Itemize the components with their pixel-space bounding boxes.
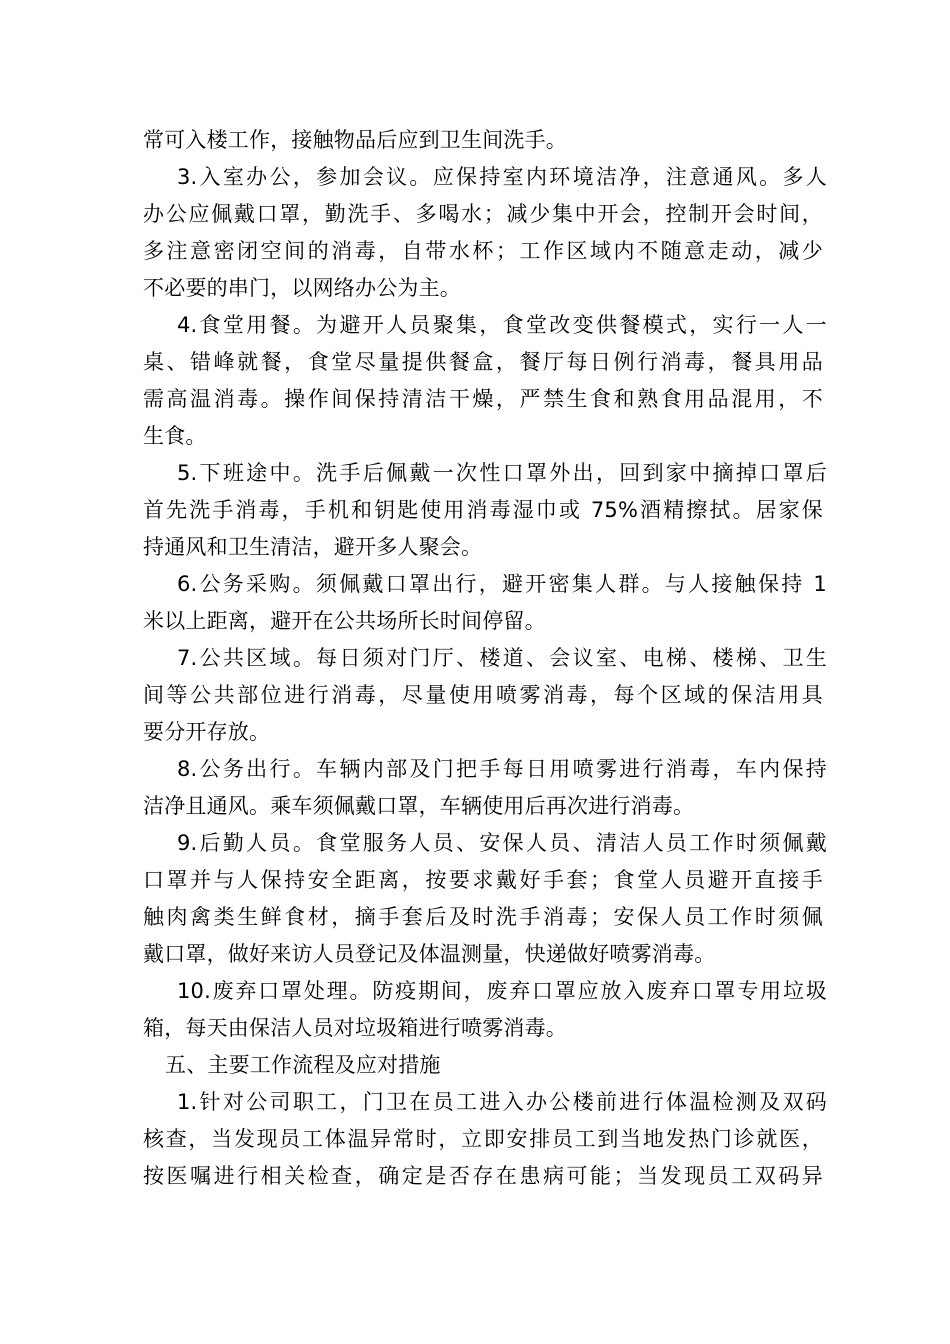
paragraph-line: 常可入楼工作，接触物品后应到卫生间洗手。: [143, 128, 567, 152]
paragraph-line: 戴口罩，做好来访人员登记及体温测量，快递做好喷雾消毒。: [143, 942, 716, 966]
paragraph-line: 多注意密闭空间的消毒，自带水杯；工作区域内不随意走动，减少: [143, 239, 823, 263]
paragraph-line: 办公应佩戴口罩，勤洗手、多喝水；减少集中开会，控制开会时间，: [143, 202, 823, 226]
section-heading: 五、主要工作流程及应对措施: [165, 1053, 441, 1077]
paragraph-line: 1.针对公司职工，门卫在员工进入办公楼前进行体温检测及双码: [177, 1090, 827, 1114]
paragraph-line: 4.食堂用餐。为避开人员聚集，食堂改变供餐模式，实行一人一: [177, 313, 827, 337]
paragraph-line: 首先洗手消毒，手机和钥匙使用消毒湿巾或 75%酒精擦拭。居家保: [143, 498, 823, 522]
paragraph-line: 米以上距离，避开在公共场所长时间停留。: [143, 609, 546, 633]
paragraph-line: 3.入室办公，参加会议。应保持室内环境洁净，注意通风。多人: [177, 165, 827, 189]
paragraph-line: 间等公共部位进行消毒，尽量使用喷雾消毒，每个区域的保洁用具: [143, 683, 823, 707]
paragraph-line: 持通风和卫生清洁，避开多人聚会。: [143, 535, 483, 559]
paragraph-line: 生食。: [143, 424, 207, 448]
paragraph-line: 10.废弃口罩处理。防疫期间，废弃口罩应放入废弃口罩专用垃圾: [177, 979, 827, 1003]
paragraph-line: 6.公务采购。须佩戴口罩出行，避开密集人群。与人接触保持 1: [177, 572, 827, 596]
paragraph-line: 洁净且通风。乘车须佩戴口罩，车辆使用后再次进行消毒。: [143, 794, 695, 818]
paragraph-line: 9.后勤人员。食堂服务人员、安保人员、清洁人员工作时须佩戴: [177, 831, 827, 855]
paragraph-line: 箱，每天由保洁人员对垃圾箱进行喷雾消毒。: [143, 1016, 567, 1040]
paragraph-line: 要分开存放。: [143, 720, 271, 744]
paragraph-line: 触肉禽类生鲜食材，摘手套后及时洗手消毒；安保人员工作时须佩: [143, 905, 823, 929]
paragraph-line: 8.公务出行。车辆内部及门把手每日用喷雾进行消毒，车内保持: [177, 757, 827, 781]
paragraph-line: 桌、错峰就餐，食堂尽量提供餐盒，餐厅每日例行消毒，餐具用品: [143, 350, 823, 374]
paragraph-line: 按医嘱进行相关检查，确定是否存在患病可能；当发现员工双码异: [143, 1164, 823, 1188]
paragraph-line: 需高温消毒。操作间保持清洁干燥，严禁生食和熟食用品混用，不: [143, 387, 823, 411]
paragraph-line: 7.公共区域。每日须对门厅、楼道、会议室、电梯、楼梯、卫生: [177, 646, 827, 670]
paragraph-line: 5.下班途中。洗手后佩戴一次性口罩外出，回到家中摘掉口罩后: [177, 461, 827, 485]
paragraph-line: 不必要的串门，以网络办公为主。: [143, 276, 461, 300]
paragraph-line: 口罩并与人保持安全距离，按要求戴好手套；食堂人员避开直接手: [143, 868, 823, 892]
paragraph-line: 核查，当发现员工体温异常时，立即安排员工到当地发热门诊就医，: [143, 1127, 823, 1151]
